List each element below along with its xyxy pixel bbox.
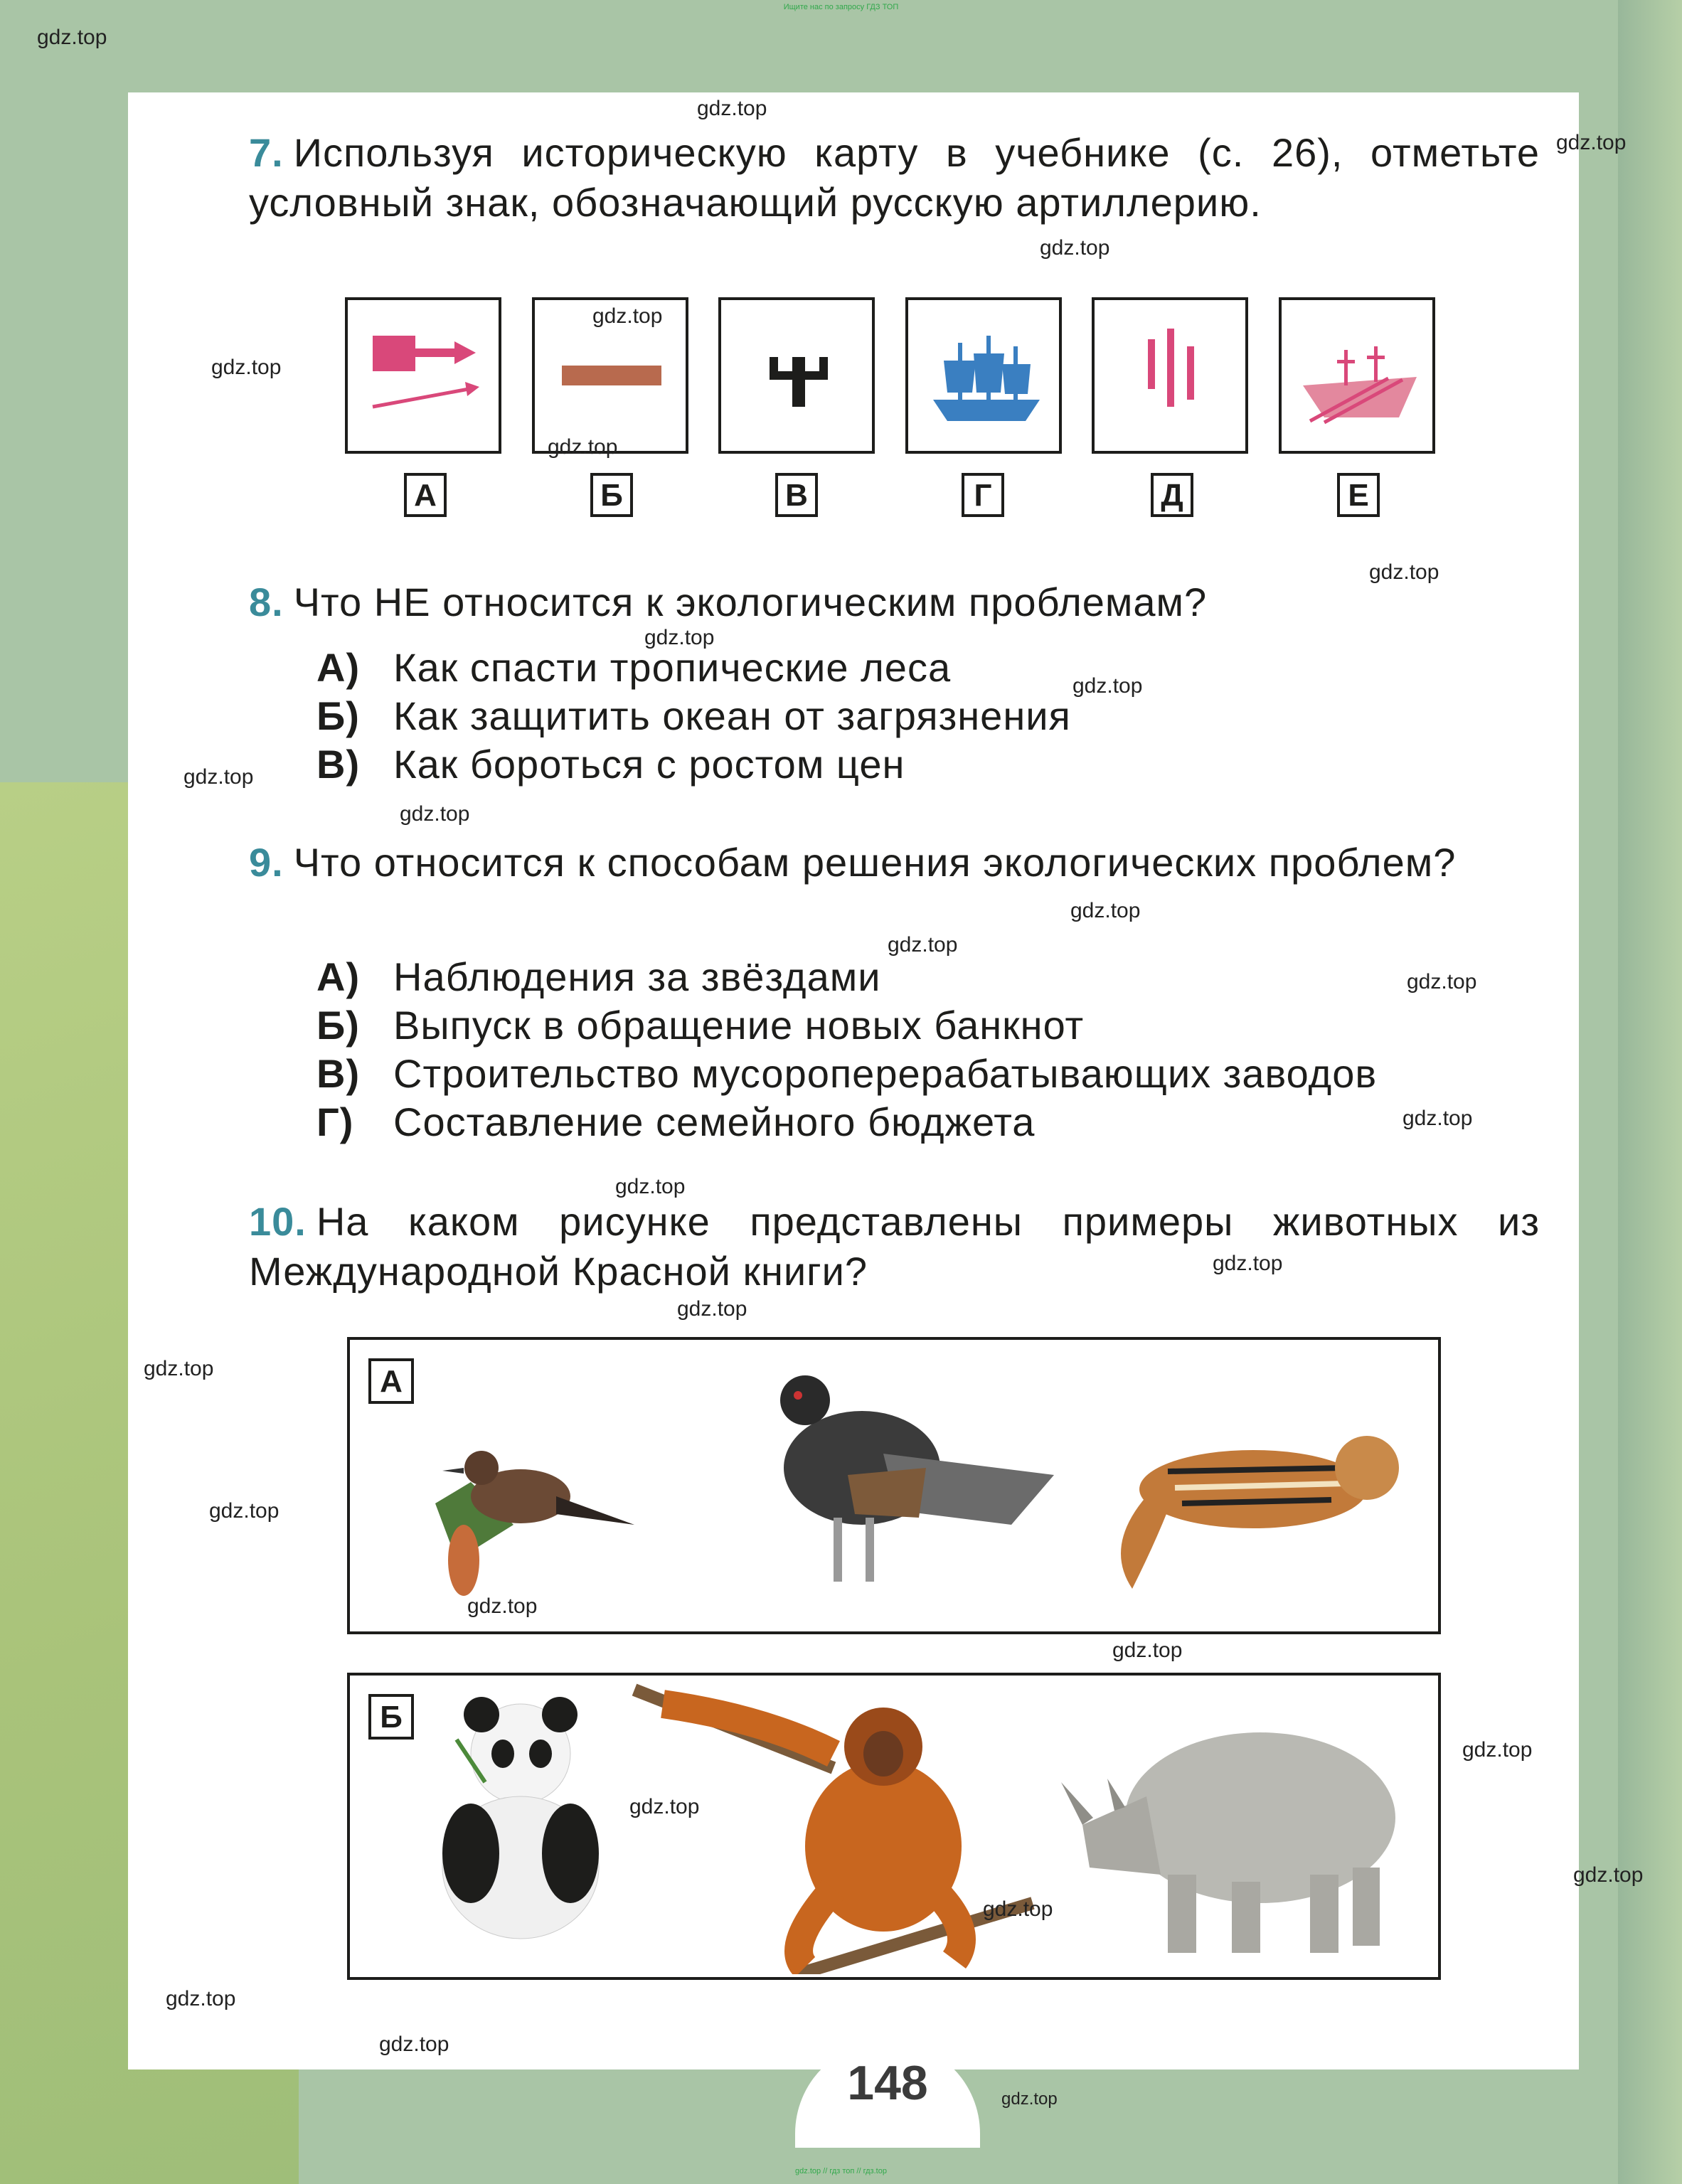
option-text: Как бороться с ростом цен bbox=[393, 742, 905, 787]
question-7 bbox=[249, 128, 1540, 228]
symbol-box-v[interactable] bbox=[718, 297, 875, 454]
question-8 bbox=[249, 577, 1540, 627]
option-text: Как спасти тропические леса bbox=[393, 645, 952, 690]
q9-option-a[interactable] bbox=[316, 953, 881, 1001]
watermark: gdz.top bbox=[1556, 131, 1627, 154]
question-text: Что НЕ относится к экологическим проблемам? bbox=[293, 580, 1208, 624]
option-text: Составление семейного бюджета bbox=[393, 1099, 1036, 1144]
watermark: gdz.top bbox=[1407, 970, 1477, 994]
symbol-box-g[interactable] bbox=[905, 297, 1062, 454]
watermark: gdz.top bbox=[548, 435, 618, 459]
watermark: gdz.top bbox=[1462, 1738, 1533, 1762]
option-text: Строительство мусороперерабатывающих заводов bbox=[393, 1051, 1378, 1096]
watermark: gdz.top bbox=[1001, 2089, 1058, 2109]
picture-panel-a[interactable] bbox=[347, 1337, 1441, 1634]
option-letter: А) bbox=[316, 954, 361, 999]
option-letter: Б) bbox=[316, 1003, 360, 1048]
symbol-label-d[interactable]: Д bbox=[1151, 473, 1193, 517]
watermark: gdz.top bbox=[1402, 1107, 1473, 1130]
symbol-box-e[interactable] bbox=[1279, 297, 1435, 454]
capercaillie-icon bbox=[741, 1368, 1075, 1603]
option-text: Как защитить океан от загрязнения bbox=[393, 693, 1071, 738]
watermark: gdz.top bbox=[1040, 236, 1110, 260]
question-10 bbox=[249, 1197, 1540, 1296]
symbol-label-a[interactable]: А bbox=[404, 473, 447, 517]
watermark: gdz.top bbox=[37, 26, 107, 49]
watermark: gdz.top bbox=[677, 1297, 747, 1321]
option-letter: А) bbox=[316, 645, 361, 690]
watermark: gdz.top bbox=[629, 1795, 700, 1818]
top-notice: Ищите нас по запросу ГДЗ ТОП bbox=[783, 3, 899, 11]
question-9 bbox=[249, 838, 1540, 888]
question-number: 9. bbox=[249, 840, 284, 885]
watermark: gdz.top bbox=[183, 765, 254, 789]
watermark: gdz.top bbox=[1070, 899, 1141, 922]
option-letter: Б) bbox=[316, 693, 360, 738]
option-letter: В) bbox=[316, 742, 361, 787]
chipmunk-icon bbox=[1090, 1404, 1424, 1610]
pink-arrows-icon bbox=[348, 300, 504, 457]
watermark: gdz.top bbox=[379, 2033, 449, 2056]
q8-option-v[interactable] bbox=[316, 740, 905, 789]
panda-icon bbox=[414, 1690, 642, 1960]
watermark: gdz.top bbox=[592, 304, 663, 328]
pink-ship-icon bbox=[1282, 300, 1438, 457]
option-letter: Г) bbox=[316, 1099, 354, 1144]
watermark: gdz.top bbox=[644, 626, 715, 649]
question-number: 10. bbox=[249, 1199, 307, 1244]
nutcracker-bird-icon bbox=[414, 1418, 670, 1603]
orangutan-icon bbox=[620, 1676, 1061, 1974]
watermark: gdz.top bbox=[1573, 1863, 1644, 1887]
watermark: gdz.top bbox=[1369, 560, 1439, 584]
q8-option-b[interactable] bbox=[316, 692, 1071, 740]
rhinoceros-icon bbox=[1054, 1690, 1410, 1974]
watermark: gdz.top bbox=[983, 1897, 1053, 1921]
q9-option-v[interactable] bbox=[316, 1050, 1377, 1098]
background-decoration-right bbox=[1618, 0, 1682, 2184]
watermark: gdz.top bbox=[166, 1987, 236, 2010]
q8-option-a[interactable] bbox=[316, 644, 951, 692]
watermark: gdz.top bbox=[467, 1594, 538, 1618]
symbol-label-e[interactable]: Е bbox=[1337, 473, 1380, 517]
watermark: gdz.top bbox=[1072, 674, 1143, 698]
panel-label-b: Б bbox=[368, 1694, 414, 1740]
symbol-box-d[interactable] bbox=[1092, 297, 1248, 454]
pink-strokes-icon bbox=[1095, 300, 1251, 457]
bottom-notice: gdz.top // гдз топ // гдз.top bbox=[795, 2167, 887, 2175]
symbol-label-v[interactable]: В bbox=[775, 473, 818, 517]
question-number: 7. bbox=[249, 130, 284, 175]
symbol-box-a[interactable] bbox=[345, 297, 501, 454]
option-text: Наблюдения за звёздами bbox=[393, 954, 881, 999]
option-letter: В) bbox=[316, 1051, 361, 1096]
watermark: gdz.top bbox=[144, 1357, 214, 1380]
watermark: gdz.top bbox=[209, 1499, 280, 1523]
page-number: 148 bbox=[847, 2056, 928, 2110]
question-text: На каком рисунке представлены примеры животных из Международной Красной книги? bbox=[249, 1199, 1540, 1294]
trident-icon bbox=[721, 300, 878, 457]
question-text: Что относится к способам решения экологических проблем? bbox=[293, 840, 1457, 885]
symbol-label-g[interactable]: Г bbox=[962, 473, 1004, 517]
watermark: gdz.top bbox=[1213, 1252, 1283, 1275]
watermark: gdz.top bbox=[888, 933, 958, 957]
q9-option-b[interactable] bbox=[316, 1001, 1084, 1050]
blue-ship-icon bbox=[908, 300, 1065, 457]
watermark: gdz.top bbox=[697, 97, 767, 120]
question-number: 8. bbox=[249, 580, 284, 624]
panel-label-a: А bbox=[368, 1358, 414, 1404]
watermark: gdz.top bbox=[615, 1175, 686, 1198]
question-text: Используя историческую карту в учебнике (с. 26), отметьте условный знак, обозначающий русскую артиллерию. bbox=[249, 130, 1540, 225]
symbol-label-b[interactable]: Б bbox=[590, 473, 633, 517]
watermark: gdz.top bbox=[400, 802, 470, 826]
q9-option-g[interactable] bbox=[316, 1098, 1035, 1146]
watermark: gdz.top bbox=[1112, 1639, 1183, 1662]
option-text: Выпуск в обращение новых банкнот bbox=[393, 1003, 1085, 1048]
watermark: gdz.top bbox=[211, 356, 282, 379]
picture-panel-b[interactable] bbox=[347, 1673, 1441, 1980]
